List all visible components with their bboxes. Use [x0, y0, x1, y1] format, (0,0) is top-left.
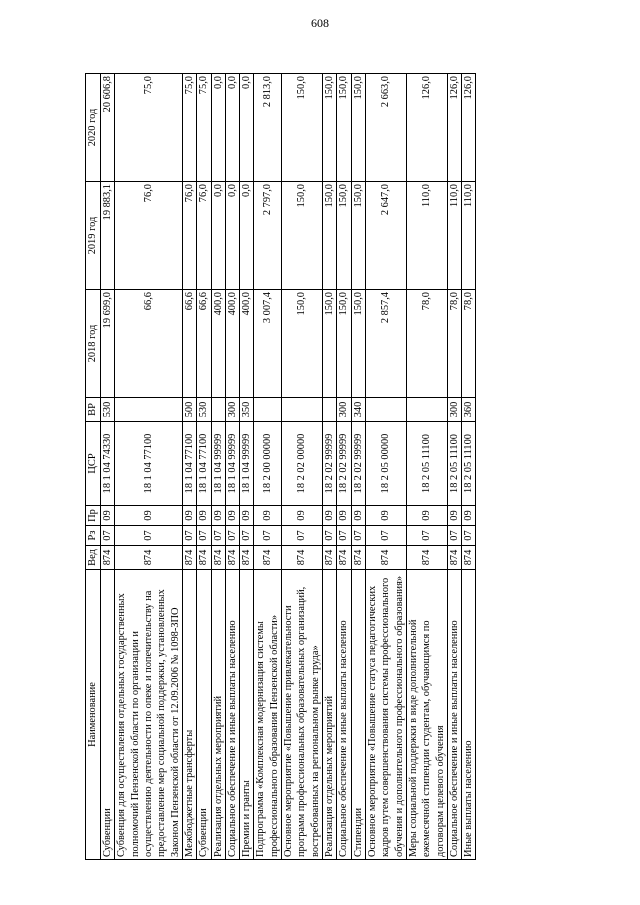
- row-2020: 126,0: [447, 74, 461, 182]
- row-name: Субвенции: [197, 570, 211, 860]
- row-vr: [406, 398, 447, 422]
- row-2018: 66,6: [182, 290, 196, 398]
- row-ved: 874: [323, 546, 337, 570]
- row-csr: 18 1 04 99999: [240, 422, 254, 506]
- row-2018: 400,0: [225, 290, 239, 398]
- row-2019: 76,0: [182, 182, 196, 290]
- row-2018: 78,0: [462, 290, 476, 398]
- row-rz: 07: [406, 526, 447, 546]
- row-name: Реализация отдельных мероприятий: [211, 570, 225, 860]
- table-row: [115, 74, 183, 860]
- row-rz: 07: [323, 526, 337, 546]
- row-2020: 75,0: [182, 74, 196, 182]
- row-vr: 300: [447, 398, 461, 422]
- row-2019: 2 797,0: [254, 182, 282, 290]
- row-ved: 874: [225, 546, 239, 570]
- row-pr: 09: [447, 506, 461, 526]
- row-csr: 18 1 04 99999: [211, 422, 225, 506]
- header-2020: 2020 год: [86, 74, 101, 182]
- row-2018: 19 699,0: [101, 290, 115, 398]
- row-rz: 07: [211, 526, 225, 546]
- row-2020: 0,0: [240, 74, 254, 182]
- header-pr: Пр: [86, 506, 101, 526]
- row-ved: 874: [365, 546, 406, 570]
- table-row: [182, 74, 196, 860]
- row-rz: 07: [197, 526, 211, 546]
- row-2018: 400,0: [211, 290, 225, 398]
- row-csr: 18 2 05 11100: [447, 422, 461, 506]
- row-2020: 126,0: [406, 74, 447, 182]
- row-csr: 18 2 02 99999: [337, 422, 351, 506]
- row-csr: 18 1 04 77100: [182, 422, 196, 506]
- page-number: 608: [311, 16, 329, 30]
- row-csr: 18 2 02 99999: [323, 422, 337, 506]
- header-ved: Вед: [86, 546, 101, 570]
- row-name: Иные выплаты населению: [462, 570, 476, 860]
- row-name: Подпрограмма «Комплексная модернизация системы профессионального образования Пензенской области»: [254, 570, 282, 860]
- header-csr: ЦСР: [86, 422, 101, 506]
- row-ved: 874: [337, 546, 351, 570]
- row-rz: 07: [115, 526, 183, 546]
- row-2020: 150,0: [282, 74, 323, 182]
- row-name: Основное мероприятие «Повышение статуса педагогических кадров путем совершенствования системы профессионального обучения и дополнительного профессионального образования»: [365, 570, 406, 860]
- row-name: Премии и гранты: [240, 570, 254, 860]
- row-2018: 400,0: [240, 290, 254, 398]
- row-pr: 09: [406, 506, 447, 526]
- row-2018: 150,0: [282, 290, 323, 398]
- row-2018: 150,0: [323, 290, 337, 398]
- row-ved: 874: [211, 546, 225, 570]
- row-2019: 2 647,0: [365, 182, 406, 290]
- row-pr: 09: [115, 506, 183, 526]
- row-2019: 0,0: [225, 182, 239, 290]
- row-rz: 07: [365, 526, 406, 546]
- table-row: [282, 74, 323, 860]
- row-name: Социальное обеспечение и иные выплаты населению: [447, 570, 461, 860]
- table-row: [197, 74, 211, 860]
- row-2019: 110,0: [406, 182, 447, 290]
- row-2019: 19 883,1: [101, 182, 115, 290]
- row-vr: 350: [240, 398, 254, 422]
- row-ved: 874: [447, 546, 461, 570]
- row-2020: 2 813,0: [254, 74, 282, 182]
- header-2019: 2019 год: [86, 182, 101, 290]
- row-name: Социальное обеспечение и иные выплаты населению: [225, 570, 239, 860]
- row-pr: 09: [211, 506, 225, 526]
- row-vr: [323, 398, 337, 422]
- budget-table: [85, 73, 476, 860]
- row-2020: 75,0: [197, 74, 211, 182]
- table-row: [337, 74, 351, 860]
- row-vr: 500: [182, 398, 196, 422]
- row-pr: 09: [182, 506, 196, 526]
- row-pr: 09: [240, 506, 254, 526]
- row-pr: 09: [337, 506, 351, 526]
- row-csr: 18 2 05 00000: [365, 422, 406, 506]
- row-csr: 18 2 05 11100: [462, 422, 476, 506]
- row-rz: 07: [447, 526, 461, 546]
- row-2020: 75,0: [115, 74, 183, 182]
- row-ved: 874: [462, 546, 476, 570]
- row-pr: 09: [197, 506, 211, 526]
- table-row: [225, 74, 239, 860]
- row-vr: 340: [351, 398, 365, 422]
- table-row: [323, 74, 337, 860]
- row-name: Меры социальной поддержки в виде дополнительной ежемесячной стипендии студентам, обучающимся по договорам целевого обучения: [406, 570, 447, 860]
- row-csr: 18 1 04 74330: [101, 422, 115, 506]
- row-vr: [365, 398, 406, 422]
- row-vr: 300: [225, 398, 239, 422]
- row-2018: 2 857,4: [365, 290, 406, 398]
- row-ved: 874: [240, 546, 254, 570]
- table-row: [254, 74, 282, 860]
- row-vr: [211, 398, 225, 422]
- row-csr: 18 2 02 00000: [282, 422, 323, 506]
- row-ved: 874: [182, 546, 196, 570]
- row-2020: 150,0: [323, 74, 337, 182]
- header-vr: ВР: [86, 398, 101, 422]
- row-pr: 09: [225, 506, 239, 526]
- row-ved: 874: [115, 546, 183, 570]
- table-header-row: [86, 74, 101, 860]
- row-pr: 09: [254, 506, 282, 526]
- row-2018: 66,6: [115, 290, 183, 398]
- row-csr: 18 2 00 00000: [254, 422, 282, 506]
- row-rz: 07: [462, 526, 476, 546]
- row-pr: 09: [462, 506, 476, 526]
- row-2020: 0,0: [225, 74, 239, 182]
- row-pr: 09: [323, 506, 337, 526]
- row-rz: 07: [254, 526, 282, 546]
- row-2019: 150,0: [351, 182, 365, 290]
- row-2019: 150,0: [282, 182, 323, 290]
- row-rz: 07: [351, 526, 365, 546]
- row-name: Межбюджетные трансферты: [182, 570, 196, 860]
- row-vr: [254, 398, 282, 422]
- row-ved: 874: [197, 546, 211, 570]
- row-rz: 07: [240, 526, 254, 546]
- table-row: [211, 74, 225, 860]
- row-csr: 18 2 02 99999: [351, 422, 365, 506]
- row-2018: 78,0: [447, 290, 461, 398]
- row-2018: 66,6: [197, 290, 211, 398]
- table-row: [365, 74, 406, 860]
- row-ved: 874: [406, 546, 447, 570]
- row-2019: 76,0: [197, 182, 211, 290]
- row-2018: 78,0: [406, 290, 447, 398]
- table-row: [240, 74, 254, 860]
- row-2019: 76,0: [115, 182, 183, 290]
- row-2019: 0,0: [211, 182, 225, 290]
- row-pr: 09: [282, 506, 323, 526]
- row-vr: 530: [197, 398, 211, 422]
- header-2018: 2018 год: [86, 290, 101, 398]
- row-rz: 07: [337, 526, 351, 546]
- row-pr: 09: [101, 506, 115, 526]
- row-2019: 0,0: [240, 182, 254, 290]
- row-2020: 150,0: [337, 74, 351, 182]
- row-2018: 150,0: [337, 290, 351, 398]
- row-vr: 530: [101, 398, 115, 422]
- row-ved: 874: [254, 546, 282, 570]
- row-name: Субвенции: [101, 570, 115, 860]
- row-2020: 20 606,8: [101, 74, 115, 182]
- table-row: [462, 74, 476, 860]
- row-vr: [115, 398, 183, 422]
- row-pr: 09: [365, 506, 406, 526]
- row-name: Стипендии: [351, 570, 365, 860]
- table-row: [406, 74, 447, 860]
- header-rz: Рз: [86, 526, 101, 546]
- row-csr: 18 1 04 77100: [197, 422, 211, 506]
- row-csr: 18 1 04 99999: [225, 422, 239, 506]
- row-vr: 300: [337, 398, 351, 422]
- row-rz: 07: [225, 526, 239, 546]
- row-rz: 07: [182, 526, 196, 546]
- row-2020: 2 663,0: [365, 74, 406, 182]
- row-pr: 09: [351, 506, 365, 526]
- table-row: [351, 74, 365, 860]
- row-name: Социальное обеспечение и иные выплаты населению: [337, 570, 351, 860]
- row-2020: 150,0: [351, 74, 365, 182]
- row-2019: 110,0: [462, 182, 476, 290]
- row-name: Реализация отдельных мероприятий: [323, 570, 337, 860]
- header-name: Наименование: [86, 570, 101, 860]
- row-ved: 874: [351, 546, 365, 570]
- row-csr: 18 2 05 11100: [406, 422, 447, 506]
- row-2019: 150,0: [323, 182, 337, 290]
- row-vr: [282, 398, 323, 422]
- row-2019: 110,0: [447, 182, 461, 290]
- row-name: Основное мероприятие «Повышение привлекательности программ профессиональных образовательных организаций, востребованных на региональном рынке труда»: [282, 570, 323, 860]
- row-rz: 07: [101, 526, 115, 546]
- table-row: [447, 74, 461, 860]
- rotated-table-container: [85, 74, 561, 860]
- row-2020: 126,0: [462, 74, 476, 182]
- row-vr: 360: [462, 398, 476, 422]
- row-ved: 874: [282, 546, 323, 570]
- row-name: Субвенция для осуществления отдельных государственных полномочий Пензенской области по организации и осуществлению деятельности по опеке и попечительству на предоставление мер социальной поддержки, установленных Законом Пензенской области от 12.09.2006 № 1098-ЗПО: [115, 570, 183, 860]
- row-rz: 07: [282, 526, 323, 546]
- row-2020: 0,0: [211, 74, 225, 182]
- row-csr: 18 1 04 77100: [115, 422, 183, 506]
- row-2019: 150,0: [337, 182, 351, 290]
- row-ved: 874: [101, 546, 115, 570]
- row-2018: 3 007,4: [254, 290, 282, 398]
- table-row: [101, 74, 115, 860]
- row-2018: 150,0: [351, 290, 365, 398]
